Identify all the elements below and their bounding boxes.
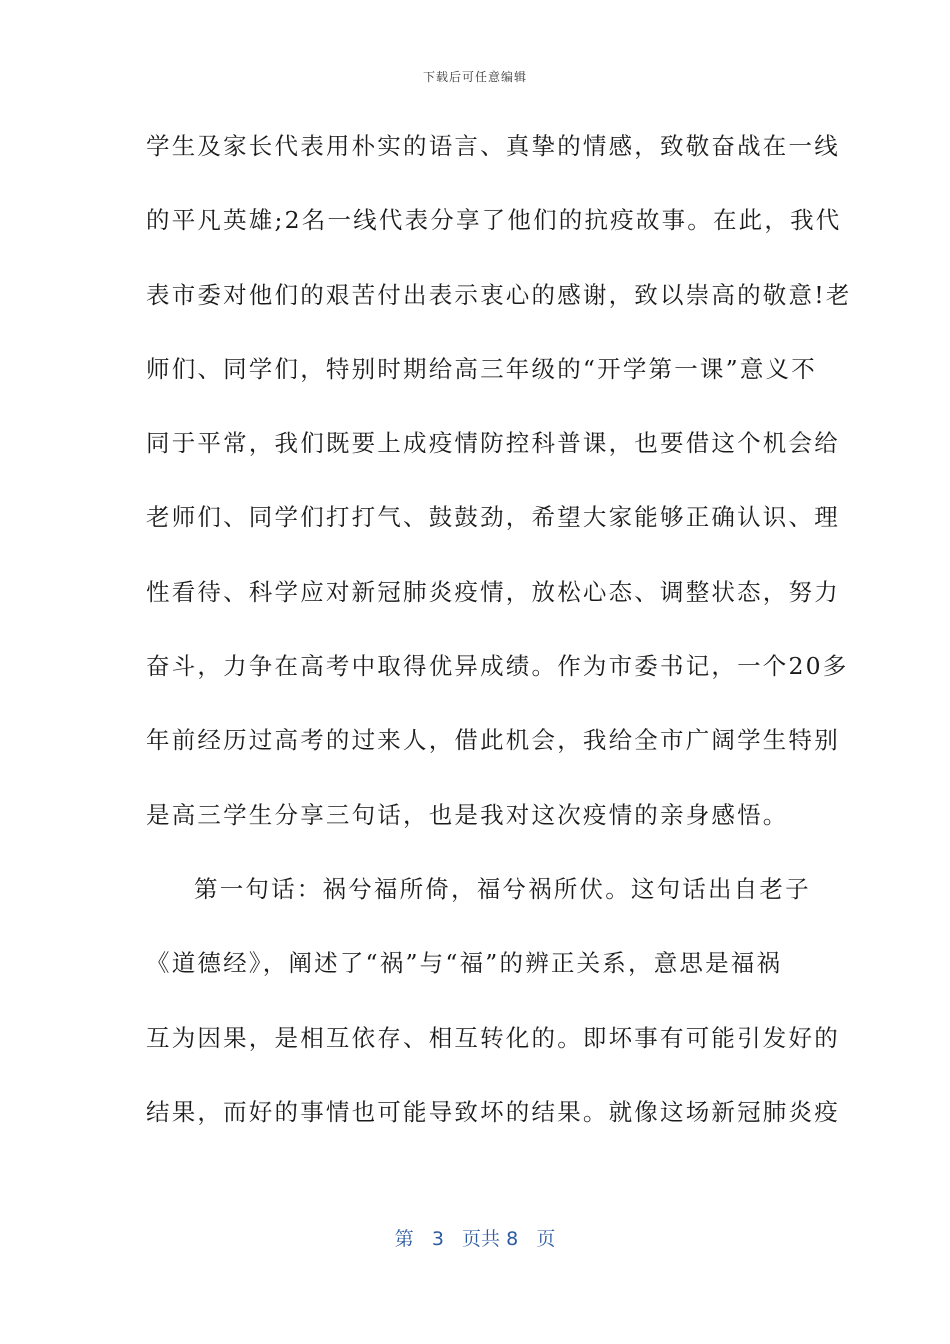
body-line: 老师们、同学们打打气、鼓鼓劲，希望大家能够正确认识、理 <box>146 503 840 532</box>
footer-middle: 页共 <box>462 1228 501 1250</box>
footer-suffix: 页 <box>536 1228 556 1250</box>
body-line: 学生及家长代表用朴实的语言、真挚的情感，致敬奋战在一线 <box>146 132 840 160</box>
body-line: 互为因果，是相互依存、相互转化的。即坏事有可能引发好的 <box>146 1023 840 1052</box>
body-line: 结果，而好的事情也可能导致坏的结果。就像这场新冠肺炎疫 <box>146 1097 840 1126</box>
footer-prefix: 第 <box>394 1228 414 1250</box>
body-line: 的平凡英雄;2名一线代表分享了他们的抗疫故事。在此，我代 <box>146 206 842 235</box>
body-line: 同于平常，我们既要上成疫情防控科普课，也要借这个机会给 <box>146 429 840 458</box>
page-footer <box>0 1224 950 1251</box>
footer-page-total: 8 <box>506 1228 519 1250</box>
body-line: 奋斗，力争在高考中取得优异成绩。作为市委书记，一个20多 <box>146 652 849 681</box>
footer-page-current: 3 <box>431 1228 444 1250</box>
body-line: 表市委对他们的艰苦付出表示衷心的感谢，致以崇高的敬意!老 <box>146 280 852 309</box>
body-line: 师们、同学们，特别时期给高三年级的“开学第一课”意义不 <box>146 354 817 383</box>
download-note: 下载后可任意编辑 <box>422 70 527 84</box>
document-body <box>146 122 852 1162</box>
body-line: 年前经历过高考的过来人，借此机会，我给全市广阔学生特别 <box>146 726 840 755</box>
body-line: 《道德经》，阐述了“祸”与“福”的辨正关系，意思是福祸 <box>146 949 783 978</box>
body-line-paragraph-start: 第一句话：祸兮福所倚，福兮祸所伏。这句话出自老子 <box>194 874 811 903</box>
body-line: 是高三学生分享三句话，也是我对这次疫情的亲身感悟。 <box>146 800 789 829</box>
body-line: 性看待、科学应对新冠肺炎疫情，放松心态、调整状态，努力 <box>146 577 840 606</box>
